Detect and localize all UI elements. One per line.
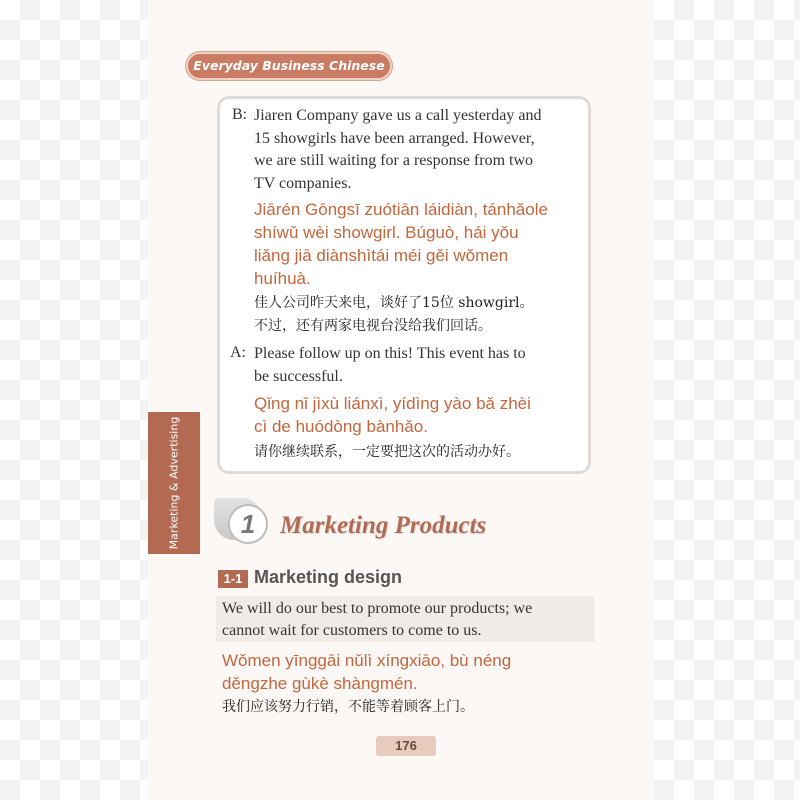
page-background-right <box>654 0 800 800</box>
section-number-badge: 1 <box>228 504 268 544</box>
dialog-b-pinyin-line-1: Jiārén Gōngsī zuótiān láidiàn, tánhǎole <box>254 200 548 219</box>
sentence-en-line-2: cannot wait for customers to come to us. <box>222 622 482 639</box>
dialog-a-en-line-2: be successful. <box>254 368 343 385</box>
sentence-pinyin-line-2: děngzhe gùkè shàngmén. <box>222 674 418 693</box>
speaker-b-label: B: <box>232 106 248 123</box>
dialog-b-pinyin-line-3: liǎng jiā diànshìtái méi gěi wǒmen <box>254 246 509 265</box>
dialog-b-chinese-line-1: 佳人公司昨天来电，谈好了15位 showgirl。 <box>254 295 534 311</box>
chapter-side-tab-label: Marketing & Advertising <box>167 416 181 550</box>
dialog-a-chinese-line-1: 请你继续联系，一定要把这次的活动办好。 <box>254 444 520 460</box>
book-title-badge: Everyday Business Chinese <box>186 52 392 80</box>
sentence-chinese-line-1: 我们应该努力行销，不能等着顾客上门。 <box>222 699 474 715</box>
dialog-b-pinyin-line-2: shíwǔ wèi showgirl. Búguò, hái yǒu <box>254 223 519 242</box>
section-heading <box>214 490 514 550</box>
dialog-b-en-line-4: TV companies. <box>254 174 352 192</box>
sentence-pinyin-line-1: Wǒmen yīnggāi nǔlì xíngxiāo, bù néng <box>222 651 512 670</box>
chapter-side-tab <box>148 412 200 554</box>
dialog-a-pinyin-line-1: Qǐng nǐ jìxù liánxì, yídìng yào bǎ zhèi <box>254 394 531 413</box>
dialog-b-en-line-1: Jiaren Company gave us a call yesterday and <box>254 107 542 124</box>
section-title: Marketing Products <box>280 512 487 539</box>
sentence-en-line-1: We will do our best to promote our products; we <box>222 600 533 617</box>
dialog-b-en-line-2: 15 showgirls have been arranged. However, <box>254 129 535 147</box>
page-background-left <box>0 0 148 800</box>
dialog-a-en-line-1: Please follow up on this! This event has to <box>254 345 526 362</box>
subsection-number-badge: 1-1 <box>218 570 248 588</box>
dialog-b-en-line-3: we are still waiting for a response from two <box>254 152 534 169</box>
speaker-a-label: A: <box>230 344 246 361</box>
page-number: 176 <box>376 736 436 756</box>
subsection-title: Marketing design <box>254 567 403 587</box>
dialog-b-pinyin-line-4: huíhuà. <box>254 269 311 288</box>
dialog-b-chinese-line-2: 不过，还有两家电视台没给我们回话。 <box>254 318 492 334</box>
dialog-a-pinyin-line-2: cì de huódòng bànhǎo. <box>254 417 428 436</box>
